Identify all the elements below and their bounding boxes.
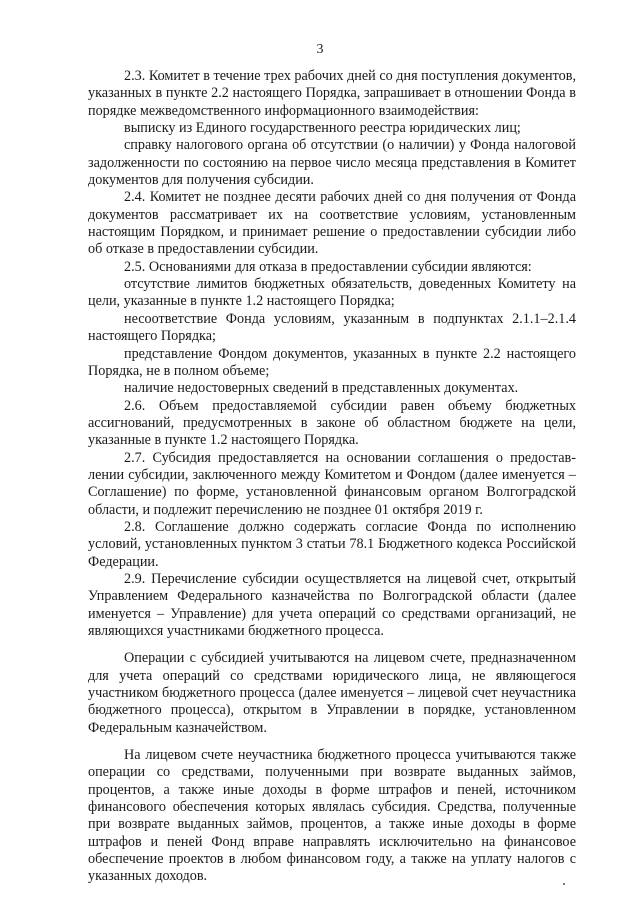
- paragraph-account-operations: На лицевом счете неучастника бюджетного процесса учитываются также операции со средствами, полученными при возврате выданных займов, процентов, а также иные доходы в форме штрафов и пеней, источником финансового обеспечения которых являлась субсидия. Средства, полученные при возврате выданных займов, процентов, а также иные доходы в форме штрафов и пеней Фонд вправе направлять исключительно на финансовое обеспечение проектов в любом финансовом году, а также на уплату налогов с указанных доходов.: [88, 747, 576, 885]
- document-body: [88, 68, 576, 886]
- paragraph-refusal-false-data: наличие недостоверных сведений в представленных документах.: [124, 380, 519, 397]
- paragraph-2-6: 2.6. Объем предоставляемой субсидии равен объему бюджетных ассигнований, предусмотренных в законе об областном бюджете на цели, указанные в пункте 1.2 настоящего Порядка.: [88, 397, 576, 449]
- paragraph-refusal-conditions: несоответствие Фонда условиям, указанным в подпунктах 2.1.1–2.1.4 настоящего Порядка;: [88, 310, 576, 345]
- paragraph-2-3: 2.3. Комитет в течение трех рабочих дней со дня поступления документов, указанных в пункте 2.2 настоящего Порядка, запрашивает в отношении Фонда в порядке межведомственного информационного взаимодействия:: [88, 68, 576, 119]
- scan-speck: [563, 883, 565, 885]
- paragraph-operations: Операции с субсидией учитываются на лицевом счете, предназначенном для учета операций со средствами юридического лица, не являющегося участником бюджетного процесса (далее именуется – лицевой счет неучастника бюджетного процесса), открытом в Управлении в порядке, установленном Федеральным казначейством.: [88, 650, 576, 736]
- paragraph-2-8: 2.8. Соглашение должно содержать согласие Фонда по исполнению условий, установленных пунктом 3 статьи 78.1 Бюджетного кодекса Российской Федерации.: [88, 518, 576, 570]
- paragraph-egrul-extract: выписку из Единого государственного реестра юридических лиц;: [124, 120, 521, 137]
- paragraph-2-9: 2.9. Перечисление субсидии осуществляется на лицевой счет, открытый Управлением Федерального казначейства по Волгоградской области (далее именуется – Управление) для учета операций со средствами организаций, не являющихся участниками бюджетного процесса.: [88, 570, 576, 639]
- paragraph-refusal-incomplete: представление Фондом документов, указанных в пункте 2.2 настоящего Порядка, не в полном объеме;: [88, 345, 576, 379]
- paragraph-2-4: 2.4. Комитет не позднее десяти рабочих дней со дня получения от Фонда документов рассматривает их на соответствие условиям, установленным настоящим Порядком, и принимает решение о предоставлении субсидии либо об отказе в предоставлении субсидии.: [88, 189, 576, 258]
- paragraph-2-5: 2.5. Основаниями для отказа в предоставлении субсидии являются:: [124, 258, 532, 275]
- paragraph-refusal-limits: отсутствие лимитов бюджетных обязательств, доведенных Комитету на цели, указанные в пункте 1.2 настоящего Порядка;: [88, 276, 576, 310]
- paragraph-2-7: 2.7. Субсидия предоставляется на основании соглашения о предоставлении субсидии, заключенного между Комитетом и Фондом (далее именуется – Соглашение) по форме, установленной финансовым органом Волгоградской области, и подлежит перечислению не позднее 01 октября 2019 г.: [88, 449, 576, 518]
- paragraph-tax-certificate: справку налогового органа об отсутствии (о наличии) у Фонда налоговой задолженности по состоянию на первое число месяца представления в Комитет документов для получения субсидии.: [88, 137, 576, 189]
- page-number: 3: [316, 42, 324, 57]
